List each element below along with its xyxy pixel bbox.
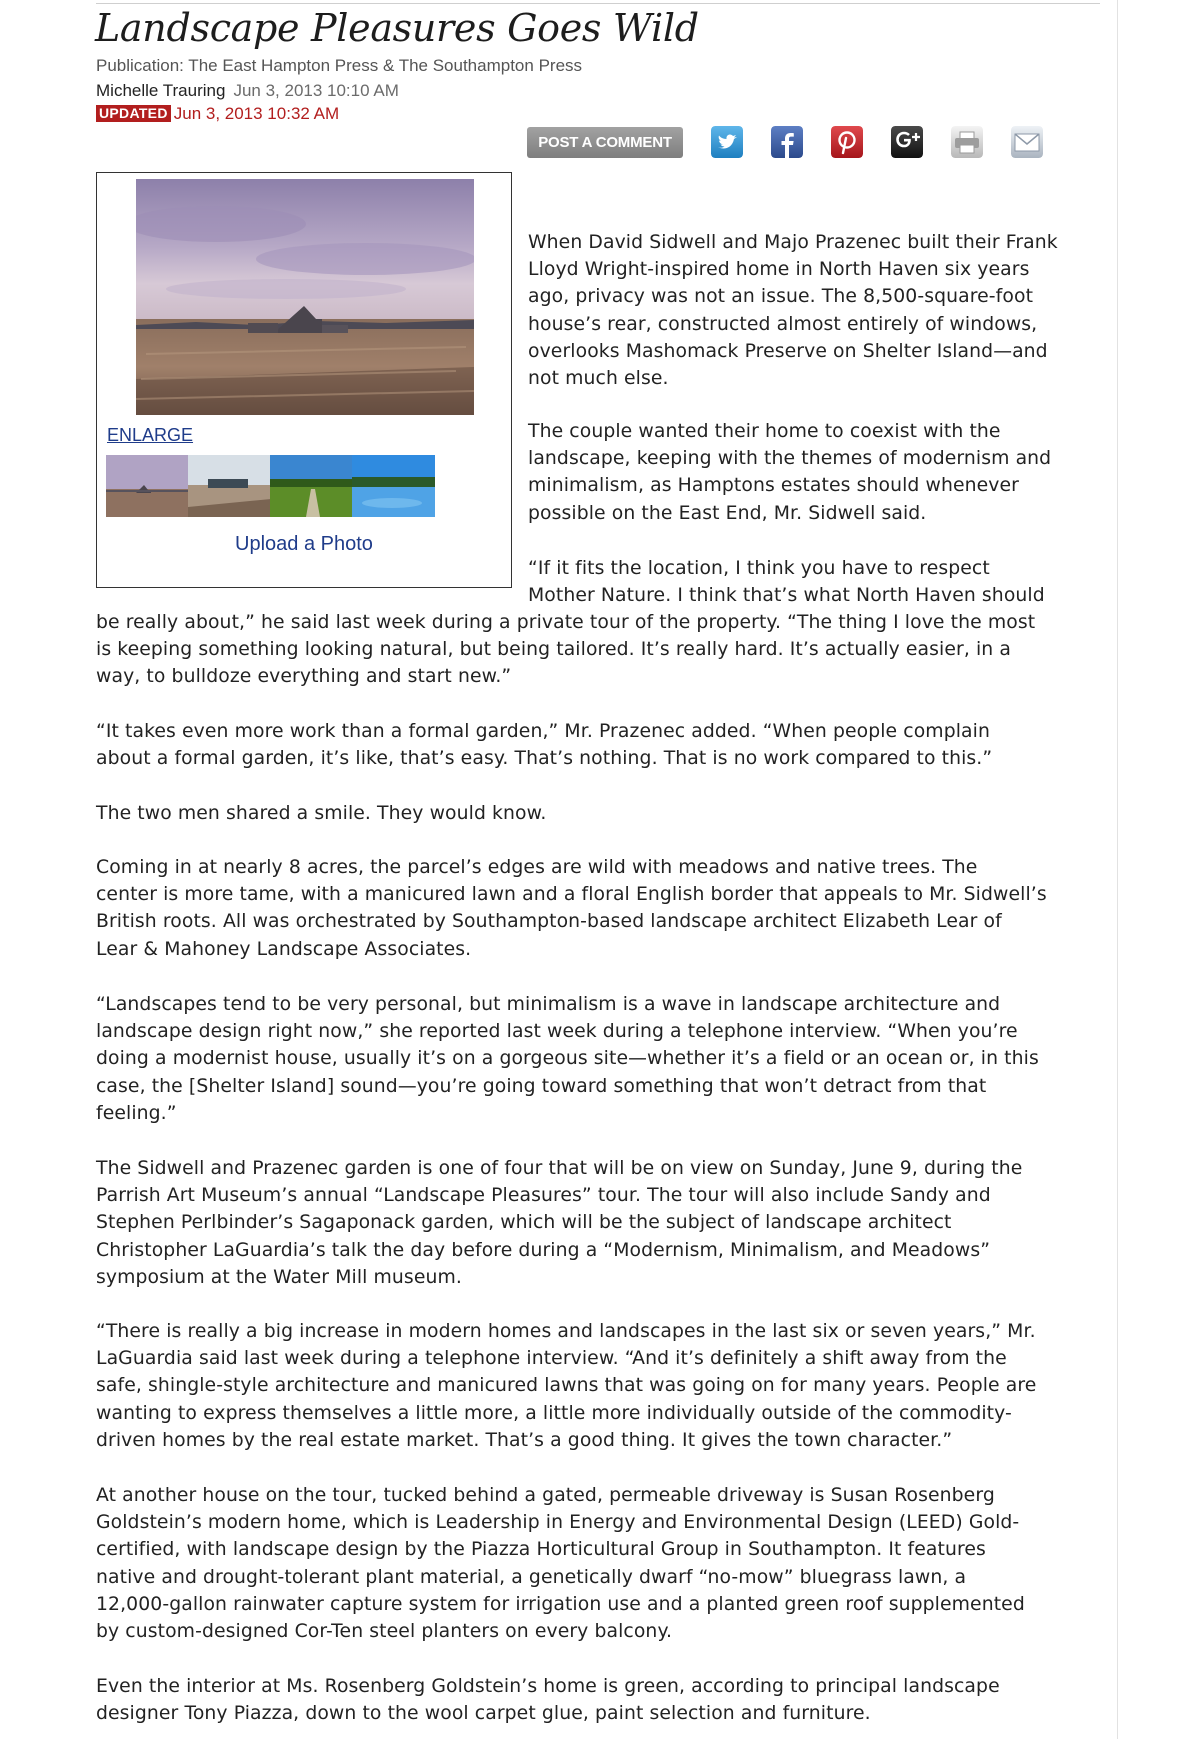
article-paragraph: “It takes even more work than a formal garden,” Mr. Prazenec added. “When people complain about a formal garden, it’s like, that’s easy. That’s nothing. That is no work compared to this.”	[96, 721, 993, 770]
facebook-icon[interactable]	[771, 126, 803, 158]
article-paragraph: Even the interior at Ms. Rosenberg Goldstein’s home is green, according to principal landscape designer Tony Piazza, down to the wool carpet glue, paint selection and furniture.	[96, 1676, 1000, 1725]
photo-thumbnail[interactable]	[188, 455, 271, 517]
google-plus-icon[interactable]	[891, 126, 923, 158]
post-comment-button[interactable]: POST A COMMENT	[527, 127, 683, 158]
upload-photo-link[interactable]: Upload a Photo	[235, 533, 373, 555]
enlarge-link[interactable]: ENLARGE	[107, 425, 194, 445]
article-paragraph: “Landscapes tend to be very personal, but minimalism is a wave in landscape architecture and landscape design right now,” she reported last week during a telephone interview. “When you’re doing a modernist house, usually it’s on a gorgeous site—whether it’s a field or an ocean or, in this case, the [Shelter Island] sound—you’re going toward something that won’t detract from that feeling.”	[96, 994, 1039, 1124]
article-title: Landscape Pleasures Goes Wild	[95, 6, 699, 50]
publication-line: Publication: The East Hampton Press & The Southampton Press	[96, 56, 583, 75]
published-date: Jun 3, 2013 10:10 AM	[233, 81, 399, 100]
article-paragraph: At another house on the tour, tucked behind a gated, permeable driveway is Susan Rosenberg Goldstein’s modern home, which is Leadership in Energy and Environmental Design (LEED) Gold- certified, with landscape design by the Piazza Horticultural Group in Southampton. It features native and drought-tolerant plant material, a genetically dwarf “no-mow” bluegrass lawn, a 12,000-gallon rainwater capture system for irrigation use and a planted green roof supplemented by custom-designed Cor-Ten steel planters on every balcony.	[96, 1485, 1025, 1643]
author-name[interactable]: Michelle Trauring	[96, 81, 226, 100]
top-divider	[96, 3, 1100, 4]
article-paragraph: “If it fits the location, I think you have to respect Mother Nature. I think that’s what North Haven should	[528, 558, 1045, 607]
photo-thumbnail[interactable]	[106, 455, 189, 517]
photo-gallery	[96, 172, 512, 588]
photo-thumbnail[interactable]	[270, 455, 353, 517]
main-photo[interactable]	[136, 179, 474, 415]
page-right-border	[1117, 0, 1118, 1739]
updated-line	[96, 104, 339, 124]
article-paragraph: When David Sidwell and Majo Prazenec built their Frank Lloyd Wright-inspired home in North Haven six years ago, privacy was not an issue. The 8,500-square-foot house’s rear, constructed almost entirely of windows, overlooks Mashomack Preserve on Shelter Island—and not much else.	[528, 232, 1058, 390]
pinterest-icon[interactable]	[831, 126, 863, 158]
photo-thumbnail[interactable]	[352, 455, 435, 517]
article-paragraph: The Sidwell and Prazenec garden is one of four that will be on view on Sunday, June 9, during the Parrish Art Museum’s annual “Landscape Pleasures” tour. The tour will also include Sandy and Stephen Perlbinder’s Sagaponack garden, which will be the subject of landscape architect Christopher LaGuardia’s talk the day before during a “Modernism, Minimalism, and Meadows” symposium at the Water Mill museum.	[96, 1158, 1023, 1288]
email-icon[interactable]	[1011, 126, 1043, 158]
article-paragraph: “There is really a big increase in modern homes and landscapes in the last six or seven years,” Mr. LaGuardia said last week during a telephone interview. “And it’s definitely a shift away from the safe, shingle-style architecture and manicured lawns that was going on for many years. People are wanting to express themselves a little more, a little more individually outside of the commodity- driven homes by the real estate market. That’s a good thing. It gives the town character.”	[96, 1321, 1037, 1451]
updated-date: Jun 3, 2013 10:32 AM	[173, 104, 340, 123]
twitter-icon[interactable]	[711, 126, 743, 158]
updated-badge: UPDATED	[96, 105, 171, 122]
article-paragraph-continued: be really about,” he said last week during a private tour of the property. “The thing I love the most is keeping something looking natural, but being tailored. It’s really hard. It’s actually easier, in a way, to bulldoze everything and start new.”	[96, 612, 1036, 688]
byline	[96, 81, 399, 101]
article-paragraph: The couple wanted their home to coexist with the landscape, keeping with the themes of modernism and minimalism, as Hamptons estates should whenever possible on the East End, Mr. Sidwell said.	[528, 421, 1052, 524]
article-paragraph: Coming in at nearly 8 acres, the parcel’s edges are wild with meadows and native trees. The center is more tame, with a manicured lawn and a floral English border that appeals to Mr. Sidwell’s British roots. All was orchestrated by Southampton-based landscape architect Elizabeth Lear of Lear & Mahoney Landscape Associates.	[96, 857, 1047, 960]
article-paragraph: The two men shared a smile. They would know.	[96, 803, 547, 824]
print-icon[interactable]	[951, 126, 983, 158]
